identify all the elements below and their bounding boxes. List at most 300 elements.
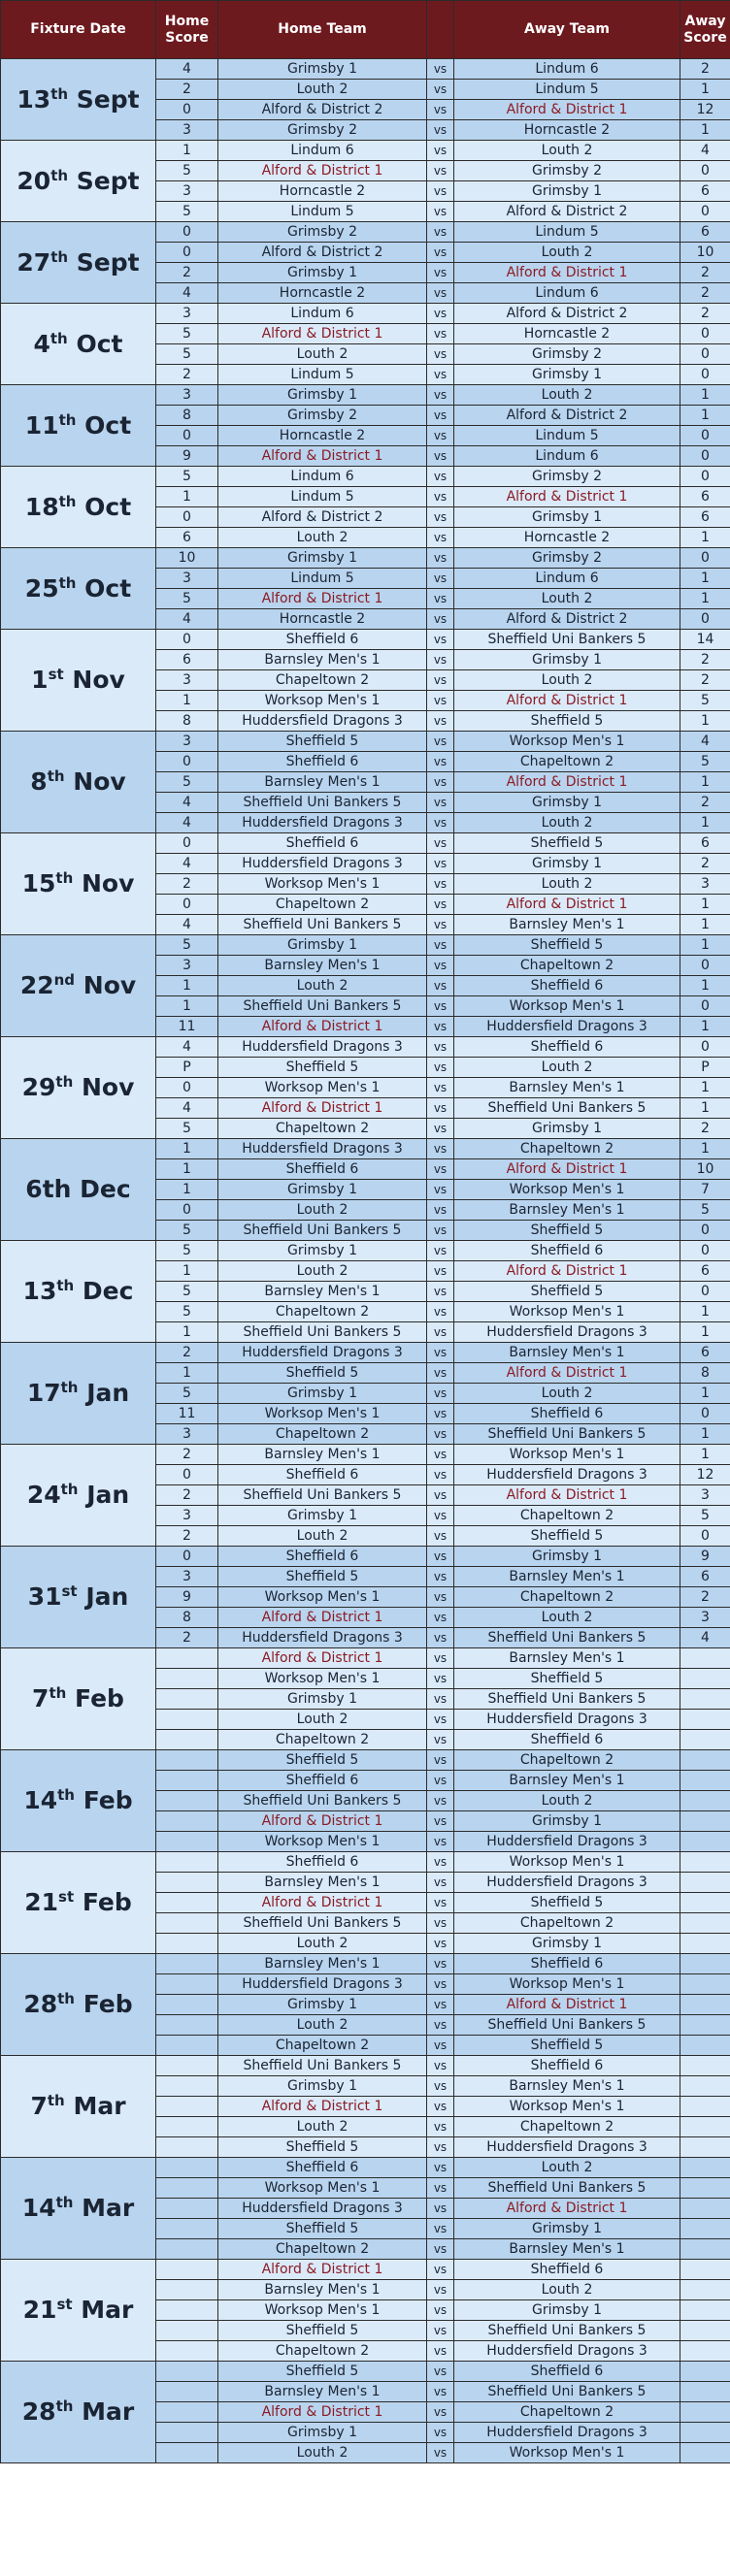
home-score (156, 2137, 218, 2158)
fixture-day: 8 (30, 767, 48, 796)
vs-label: vs (427, 1750, 454, 1771)
fixture-day-suffix: th (57, 1990, 75, 2007)
away-score: 9 (680, 1547, 730, 1567)
home-score: 2 (156, 1628, 218, 1648)
fixture-group (1, 630, 730, 732)
away-score: 10 (680, 1159, 730, 1180)
away-score: 1 (680, 1424, 730, 1445)
away-score (680, 1913, 730, 1934)
away-score: 1 (680, 935, 730, 956)
vs-label: vs (427, 1404, 454, 1424)
home-score: 5 (156, 935, 218, 956)
home-score: 1 (156, 976, 218, 996)
away-team: Sheffield 6 (454, 1241, 680, 1261)
fixture-group (1, 467, 730, 548)
home-team: Huddersfield Dragons 3 (218, 1139, 427, 1159)
vs-label: vs (427, 1058, 454, 1078)
away-team: Sheffield Uni Bankers 5 (454, 630, 680, 650)
home-team: Alford & District 2 (218, 243, 427, 263)
home-score: 5 (156, 467, 218, 487)
away-score: 1 (680, 385, 730, 406)
away-team: Chapeltown 2 (454, 1506, 680, 1526)
away-team: Sheffield 6 (454, 1404, 680, 1424)
away-score (680, 2382, 730, 2402)
away-team: Sheffield Uni Bankers 5 (454, 1689, 680, 1710)
fixture-group (1, 1445, 730, 1547)
home-team: Louth 2 (218, 2443, 427, 2463)
vs-label: vs (427, 2199, 454, 2219)
home-score: 4 (156, 283, 218, 304)
fixture-date (1, 2056, 156, 2158)
away-score: 1 (680, 1098, 730, 1119)
home-team: Grimsby 1 (218, 2423, 427, 2443)
fixture-day: 24 (26, 1481, 61, 1509)
away-team: Lindum 5 (454, 222, 680, 243)
away-team: Grimsby 1 (454, 1119, 680, 1139)
home-score (156, 2280, 218, 2300)
home-score: 0 (156, 1547, 218, 1567)
home-score (156, 2362, 218, 2382)
away-score: 6 (680, 181, 730, 202)
home-score (156, 1974, 218, 1995)
away-team: Lindum 5 (454, 80, 680, 100)
away-team: Worksop Men's 1 (454, 1302, 680, 1322)
vs-label: vs (427, 1567, 454, 1587)
away-score: 6 (680, 1567, 730, 1587)
home-score: 1 (156, 141, 218, 161)
away-score: 8 (680, 1363, 730, 1384)
home-score: P (156, 1058, 218, 1078)
away-score (680, 2036, 730, 2056)
vs-label: vs (427, 752, 454, 772)
home-team: Barnsley Men's 1 (218, 2382, 427, 2402)
vs-label: vs (427, 120, 454, 141)
home-team: Chapeltown 2 (218, 1730, 427, 1750)
fixture-month: Jan (86, 1481, 130, 1509)
vs-label: vs (427, 1302, 454, 1322)
table-row (1, 732, 730, 752)
home-team: Sheffield 5 (218, 1750, 427, 1771)
home-score: 4 (156, 915, 218, 935)
vs-label: vs (427, 324, 454, 344)
away-team: Louth 2 (454, 589, 680, 609)
table-row (1, 1648, 730, 1669)
home-team: Alford & District 1 (218, 1811, 427, 1832)
fixture-day: 18 (24, 492, 59, 521)
away-team: Lindum 6 (454, 569, 680, 589)
away-team: Sheffield 5 (454, 1282, 680, 1302)
home-team: Huddersfield Dragons 3 (218, 2199, 427, 2219)
home-score: 8 (156, 711, 218, 732)
fixture-month: Feb (82, 1888, 132, 1916)
vs-label: vs (427, 2097, 454, 2117)
away-team: Sheffield 6 (454, 1037, 680, 1058)
home-team: Sheffield 5 (218, 1058, 427, 1078)
away-score: 6 (680, 487, 730, 507)
table-row (1, 1750, 730, 1771)
vs-label: vs (427, 1913, 454, 1934)
away-team: Worksop Men's 1 (454, 996, 680, 1017)
vs-label: vs (427, 1282, 454, 1302)
home-team: Lindum 6 (218, 304, 427, 324)
vs-label: vs (427, 1037, 454, 1058)
home-team: Sheffield Uni Bankers 5 (218, 1221, 427, 1241)
fixture-date (1, 1750, 156, 1852)
fixture-day-suffix: th (50, 84, 69, 103)
home-team: Lindum 5 (218, 487, 427, 507)
fixture-group (1, 548, 730, 630)
fixture-day: 6th (25, 1175, 72, 1203)
vs-label: vs (427, 1873, 454, 1893)
away-score: P (680, 1058, 730, 1078)
vs-label: vs (427, 1689, 454, 1710)
home-team: Worksop Men's 1 (218, 1832, 427, 1852)
away-score (680, 2219, 730, 2239)
home-team: Louth 2 (218, 1526, 427, 1547)
fixture-group (1, 1241, 730, 1343)
home-team: Louth 2 (218, 528, 427, 548)
vs-label: vs (427, 365, 454, 385)
home-score (156, 2015, 218, 2036)
fixture-group (1, 1343, 730, 1445)
away-score: 1 (680, 120, 730, 141)
fixture-group (1, 222, 730, 304)
away-score (680, 2056, 730, 2076)
vs-label: vs (427, 1811, 454, 1832)
away-score: 2 (680, 304, 730, 324)
fixture-day-suffix: st (48, 666, 64, 683)
home-score: 5 (156, 1221, 218, 1241)
home-team: Sheffield 6 (218, 1547, 427, 1567)
vs-label: vs (427, 1445, 454, 1465)
table-row (1, 1852, 730, 1873)
away-team: Alford & District 2 (454, 609, 680, 630)
vs-label: vs (427, 426, 454, 446)
fixture-date (1, 833, 156, 935)
away-team: Grimsby 2 (454, 161, 680, 181)
away-score (680, 1974, 730, 1995)
away-team: Alford & District 1 (454, 1995, 680, 2015)
fixture-date (1, 385, 156, 467)
away-team: Louth 2 (454, 1608, 680, 1628)
home-team: Chapeltown 2 (218, 1302, 427, 1322)
vs-label: vs (427, 1078, 454, 1098)
away-score: 0 (680, 609, 730, 630)
table-row (1, 1343, 730, 1363)
fixture-day-suffix: th (58, 410, 77, 429)
vs-label: vs (427, 1547, 454, 1567)
home-team: Barnsley Men's 1 (218, 650, 427, 670)
home-score: 2 (156, 365, 218, 385)
home-score (156, 1995, 218, 2015)
fixture-month: Nov (81, 869, 135, 897)
away-team: Huddersfield Dragons 3 (454, 1873, 680, 1893)
vs-label: vs (427, 181, 454, 202)
vs-label: vs (427, 1893, 454, 1913)
home-score (156, 2178, 218, 2199)
home-score: 3 (156, 120, 218, 141)
home-score: 1 (156, 1139, 218, 1159)
fixture-date (1, 1648, 156, 1750)
home-score (156, 1750, 218, 1771)
fixture-day-suffix: th (50, 166, 69, 184)
away-score: 14 (680, 630, 730, 650)
vs-label: vs (427, 243, 454, 263)
fixture-group (1, 1547, 730, 1648)
away-score (680, 2280, 730, 2300)
fixture-date (1, 141, 156, 222)
home-score: 0 (156, 1465, 218, 1485)
home-team: Louth 2 (218, 1261, 427, 1282)
away-team: Chapeltown 2 (454, 1139, 680, 1159)
home-team: Sheffield Uni Bankers 5 (218, 1485, 427, 1506)
vs-label: vs (427, 446, 454, 467)
vs-label: vs (427, 2300, 454, 2321)
fixture-group (1, 2056, 730, 2158)
fixture-day: 7 (32, 1684, 50, 1712)
away-score: 0 (680, 1404, 730, 1424)
home-team: Sheffield 5 (218, 2362, 427, 2382)
away-score: 1 (680, 711, 730, 732)
table-row (1, 548, 730, 569)
home-team: Alford & District 1 (218, 1017, 427, 1037)
away-score (680, 1791, 730, 1811)
fixture-day: 1 (31, 666, 49, 694)
away-score: 0 (680, 467, 730, 487)
away-score: 5 (680, 1200, 730, 1221)
home-score: 0 (156, 1200, 218, 1221)
fixture-month: Jan (86, 1379, 130, 1407)
home-score (156, 1913, 218, 1934)
home-score (156, 2199, 218, 2219)
away-team: Worksop Men's 1 (454, 2097, 680, 2117)
home-score: 0 (156, 100, 218, 120)
away-team: Worksop Men's 1 (454, 1852, 680, 1873)
table-row (1, 2362, 730, 2382)
home-team: Sheffield 6 (218, 1465, 427, 1485)
vs-label: vs (427, 2178, 454, 2199)
fixture-date (1, 935, 156, 1037)
home-team: Sheffield Uni Bankers 5 (218, 2056, 427, 2076)
header-away-team: Away Team (454, 1, 680, 59)
home-team: Sheffield 6 (218, 752, 427, 772)
away-team: Alford & District 1 (454, 772, 680, 793)
vs-label: vs (427, 1648, 454, 1669)
home-team: Worksop Men's 1 (218, 1669, 427, 1689)
away-team: Sheffield 5 (454, 1669, 680, 1689)
away-score: 4 (680, 732, 730, 752)
fixture-month: Sept (76, 247, 140, 277)
home-team: Sheffield 6 (218, 630, 427, 650)
away-score: 1 (680, 1017, 730, 1037)
table-row (1, 833, 730, 854)
fixture-day: 17 (26, 1379, 61, 1407)
header-away-score (680, 1, 730, 59)
away-team: Huddersfield Dragons 3 (454, 2341, 680, 2362)
home-team: Sheffield 5 (218, 2137, 427, 2158)
away-score: 6 (680, 507, 730, 528)
fixture-date (1, 2260, 156, 2362)
away-score (680, 1648, 730, 1669)
fixture-day-suffix: th (49, 1684, 67, 1702)
fixture-day-suffix: th (58, 573, 77, 592)
vs-label: vs (427, 813, 454, 833)
table-row (1, 2158, 730, 2178)
away-team: Louth 2 (454, 2158, 680, 2178)
away-team: Huddersfield Dragons 3 (454, 1710, 680, 1730)
away-score (680, 2423, 730, 2443)
vs-label: vs (427, 732, 454, 752)
away-score (680, 1710, 730, 1730)
away-team: Alford & District 1 (454, 1261, 680, 1282)
away-team: Alford & District 2 (454, 406, 680, 426)
away-score: 2 (680, 854, 730, 874)
vs-label: vs (427, 1098, 454, 1119)
fixture-month: Oct (84, 410, 132, 440)
table-row (1, 2056, 730, 2076)
home-team: Barnsley Men's 1 (218, 2280, 427, 2300)
away-team: Horncastle 2 (454, 324, 680, 344)
home-score (156, 2239, 218, 2260)
home-score: 3 (156, 1424, 218, 1445)
header-fixture-date: Fixture Date (1, 1, 156, 59)
home-team: Barnsley Men's 1 (218, 1445, 427, 1465)
away-team: Lindum 5 (454, 426, 680, 446)
home-team: Grimsby 1 (218, 59, 427, 80)
away-team: Huddersfield Dragons 3 (454, 1832, 680, 1852)
home-score: 5 (156, 1119, 218, 1139)
away-score: 0 (680, 161, 730, 181)
home-team: Sheffield 6 (218, 833, 427, 854)
home-team: Grimsby 1 (218, 2076, 427, 2097)
home-score: 3 (156, 670, 218, 691)
home-team: Alford & District 1 (218, 1648, 427, 1669)
home-score: 0 (156, 630, 218, 650)
home-score: 5 (156, 1282, 218, 1302)
home-score (156, 1832, 218, 1852)
home-score (156, 1852, 218, 1873)
vs-label: vs (427, 1628, 454, 1648)
vs-label: vs (427, 1669, 454, 1689)
vs-label: vs (427, 1791, 454, 1811)
home-score (156, 2382, 218, 2402)
home-score (156, 2219, 218, 2239)
vs-label: vs (427, 1608, 454, 1628)
away-team: Sheffield 5 (454, 1221, 680, 1241)
away-score: 1 (680, 1445, 730, 1465)
away-team: Alford & District 1 (454, 487, 680, 507)
vs-label: vs (427, 793, 454, 813)
fixture-group (1, 1954, 730, 2056)
home-score (156, 1873, 218, 1893)
home-team: Sheffield 6 (218, 1159, 427, 1180)
home-team: Sheffield Uni Bankers 5 (218, 1913, 427, 1934)
vs-label: vs (427, 202, 454, 222)
away-team: Alford & District 1 (454, 1159, 680, 1180)
away-team: Sheffield Uni Bankers 5 (454, 2015, 680, 2036)
away-score: 0 (680, 996, 730, 1017)
vs-label: vs (427, 569, 454, 589)
home-score (156, 1934, 218, 1954)
home-score (156, 2158, 218, 2178)
away-score: 0 (680, 1221, 730, 1241)
home-score: 0 (156, 895, 218, 915)
home-team: Worksop Men's 1 (218, 2300, 427, 2321)
table-row (1, 1241, 730, 1261)
home-score (156, 2341, 218, 2362)
vs-label: vs (427, 1587, 454, 1608)
fixture-month: Oct (84, 573, 132, 603)
home-team: Alford & District 1 (218, 2097, 427, 2117)
home-score: 3 (156, 1567, 218, 1587)
home-team: Huddersfield Dragons 3 (218, 1343, 427, 1363)
vs-label: vs (427, 976, 454, 996)
away-score (680, 2158, 730, 2178)
away-team: Sheffield 6 (454, 2362, 680, 2382)
home-score (156, 2321, 218, 2341)
header-home-score (156, 1, 218, 59)
away-team: Louth 2 (454, 874, 680, 895)
vs-label: vs (427, 609, 454, 630)
home-team: Chapeltown 2 (218, 1424, 427, 1445)
away-score (680, 2260, 730, 2280)
fixture-month: Nov (72, 666, 125, 694)
home-score (156, 1893, 218, 1913)
home-team: Lindum 5 (218, 365, 427, 385)
home-score: 5 (156, 772, 218, 793)
away-score: 1 (680, 569, 730, 589)
vs-label: vs (427, 833, 454, 854)
home-team: Lindum 6 (218, 467, 427, 487)
vs-label: vs (427, 2137, 454, 2158)
fixture-group (1, 2260, 730, 2362)
away-team: Horncastle 2 (454, 528, 680, 548)
home-team: Grimsby 1 (218, 1506, 427, 1526)
away-score: 6 (680, 1261, 730, 1282)
away-team: Louth 2 (454, 385, 680, 406)
table-row (1, 141, 730, 161)
vs-label: vs (427, 691, 454, 711)
fixture-day: 21 (22, 2296, 57, 2324)
away-team: Alford & District 2 (454, 304, 680, 324)
fixture-day: 28 (21, 2397, 56, 2426)
away-team: Louth 2 (454, 141, 680, 161)
home-team: Grimsby 2 (218, 222, 427, 243)
fixture-date (1, 222, 156, 304)
vs-label: vs (427, 2321, 454, 2341)
away-score: 0 (680, 365, 730, 385)
vs-label: vs (427, 956, 454, 976)
home-score: 2 (156, 263, 218, 283)
home-score (156, 2056, 218, 2076)
away-score (680, 1934, 730, 1954)
fixture-group (1, 1852, 730, 1954)
away-score (680, 2341, 730, 2362)
fixture-day: 14 (21, 2194, 56, 2222)
vs-label: vs (427, 528, 454, 548)
home-team: Huddersfield Dragons 3 (218, 1628, 427, 1648)
vs-label: vs (427, 1995, 454, 2015)
fixture-date (1, 1954, 156, 2056)
home-score (156, 1954, 218, 1974)
away-team: Grimsby 1 (454, 365, 680, 385)
home-team: Grimsby 1 (218, 1241, 427, 1261)
fixture-group (1, 385, 730, 467)
fixture-date (1, 2158, 156, 2260)
away-team: Chapeltown 2 (454, 1913, 680, 1934)
away-score: 1 (680, 1302, 730, 1322)
vs-label: vs (427, 263, 454, 283)
